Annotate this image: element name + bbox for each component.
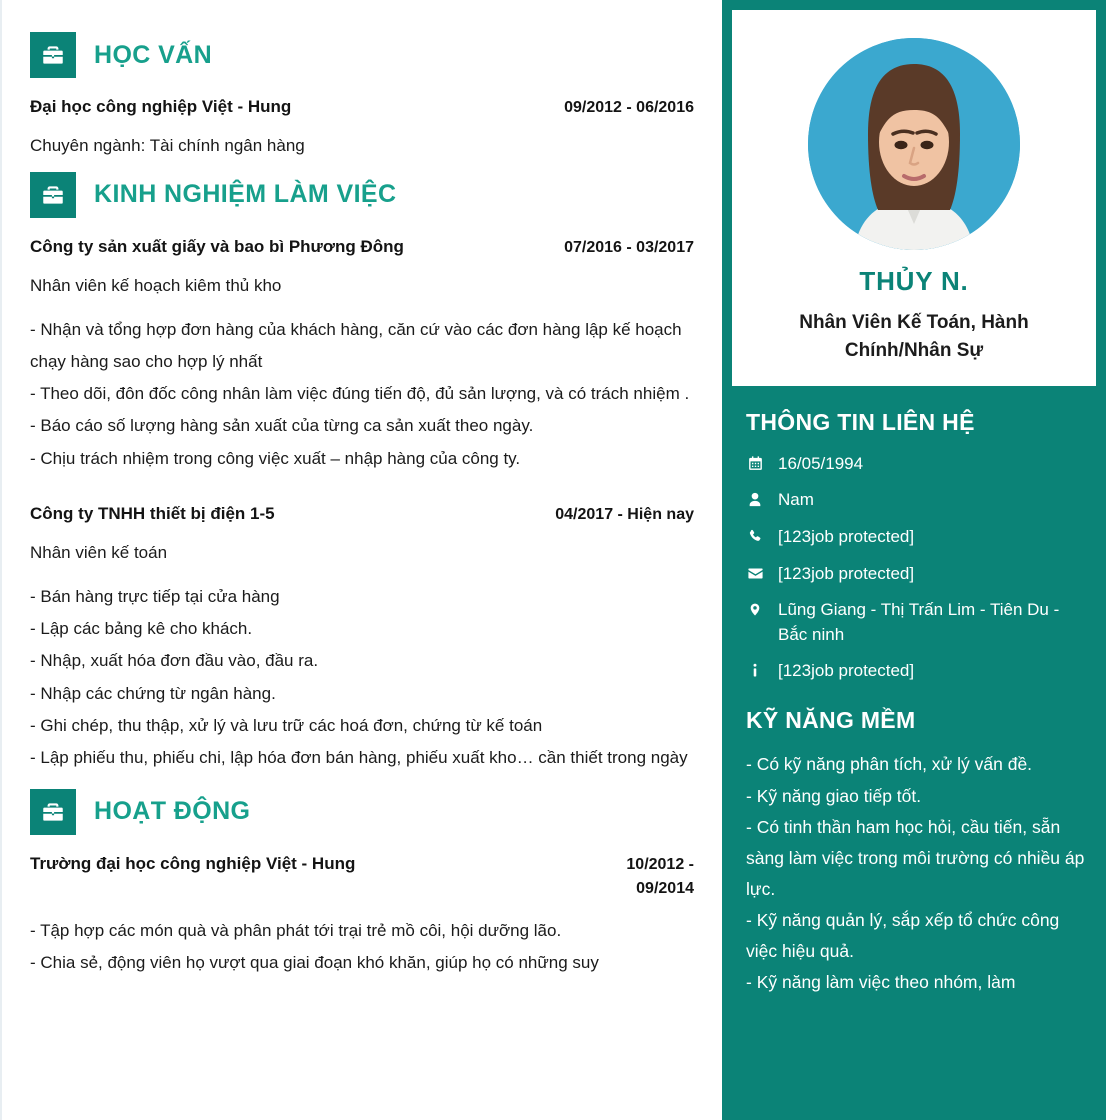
section-title: HỌC VẤN	[94, 40, 213, 69]
section-icon-box	[30, 789, 76, 835]
entry-header	[30, 853, 694, 901]
skill-item: - Kỹ năng quản lý, sắp xếp tổ chức công việc hiệu quả.	[746, 910, 1060, 962]
entry-date: 07/2016 - 03/2017	[564, 238, 694, 256]
bullet-item: - Báo cáo số lượng hàng sản xuất của từng ca sản xuất theo ngày.	[30, 416, 534, 436]
entry-title: Công ty sản xuất giấy và bao bì Phương Đông	[30, 236, 404, 256]
entry-header	[30, 503, 694, 527]
skill-item: - Kỹ năng giao tiếp tốt.	[746, 785, 922, 806]
skills-section	[732, 708, 1096, 998]
entry-spacer	[30, 481, 694, 503]
section-header	[30, 789, 694, 835]
map-pin-icon	[746, 598, 764, 618]
bullet-item: - Chia sẻ, động viên họ vượt qua giai đoạn khó khăn, giúp họ có những suy	[30, 952, 599, 972]
entry-subtitle: Chuyên ngành: Tài chính ngân hàng	[30, 136, 305, 155]
contact-value: [123job protected]	[778, 661, 915, 681]
bullet-item: - Nhập, xuất hóa đơn đầu vào, đầu ra.	[30, 651, 319, 671]
section-header	[30, 32, 694, 78]
bullet-item: - Nhập các chứng từ ngân hàng.	[30, 683, 276, 703]
cv-section	[30, 32, 694, 158]
bullet-item: - Theo dõi, đôn đốc công nhân làm việc đúng tiến độ, đủ sản lượng, và có trách nhiệm .	[30, 384, 690, 404]
bullet-item: - Lập phiếu thu, phiếu chi, lập hóa đơn bán hàng, phiếu xuất kho… cần thiết trong ngày	[30, 748, 688, 768]
contact-row	[746, 659, 1086, 684]
briefcase-icon	[40, 799, 66, 825]
entry-header	[30, 236, 694, 260]
contact-row	[746, 598, 1086, 647]
contact-row	[746, 452, 1086, 477]
skill-item: - Kỹ năng làm việc theo nhóm, làm	[746, 972, 1016, 993]
skills-section-title: KỸ NĂNG MỀM	[746, 707, 916, 734]
contact-value: [123job protected]	[778, 526, 915, 546]
bullet-item: - Bán hàng trực tiếp tại cửa hàng	[30, 586, 280, 606]
entry-bullets	[30, 915, 694, 980]
candidate-role: Nhân Viên Kế Toán, Hành Chính/Nhân Sự	[799, 312, 1029, 361]
entry-role: Nhân viên kế hoạch kiêm thủ kho	[30, 275, 282, 295]
entry-date: 04/2017 - Hiện nay	[555, 506, 694, 524]
entry-title: Đại học công nghiệp Việt - Hung	[30, 97, 292, 116]
section-title: HOẠT ĐỘNG	[94, 797, 251, 826]
contact-section-title: THÔNG TIN LIÊN HỆ	[746, 409, 975, 436]
contact-row	[746, 488, 1086, 513]
cv-section	[30, 172, 694, 775]
info-icon	[746, 659, 764, 679]
phone-icon	[746, 525, 764, 545]
bullet-item: - Chịu trách nhiệm trong công việc xuất – nhập hàng của công ty.	[30, 448, 521, 468]
person-icon	[746, 488, 764, 508]
entry-bullets	[30, 314, 694, 475]
entry-title: Trường đại học công nghiệp Việt - Hung	[30, 853, 356, 873]
contact-section	[732, 410, 1096, 684]
contact-value: Lũng Giang - Thị Trấn Lim - Tiên Du - Bắc ninh	[778, 600, 1060, 644]
section-icon-box	[30, 172, 76, 218]
contact-value: Nam	[778, 490, 814, 510]
entry-role: Nhân viên kế toán	[30, 543, 168, 563]
cv-sidebar	[722, 0, 1106, 1120]
section-header	[30, 172, 694, 218]
candidate-name: THỦY N.	[859, 266, 969, 296]
calendar-icon	[746, 452, 764, 472]
profile-card	[732, 10, 1096, 386]
contact-value: 16/05/1994	[778, 453, 864, 473]
avatar	[808, 38, 1020, 250]
contact-row	[746, 562, 1086, 587]
cv-section	[30, 789, 694, 980]
bullet-item: - Nhận và tổng hợp đơn hàng của khách hàng, căn cứ vào các đơn hàng lập kế hoạch chạy hàng sao cho hợp lý nhất	[30, 319, 682, 371]
contact-row	[746, 525, 1086, 550]
bullet-item: - Tập hợp các món quà và phân phát tới trại trẻ mồ côi, hội dưỡng lão.	[30, 920, 562, 940]
entry-header	[30, 96, 694, 120]
skill-item: - Có tinh thần ham học hỏi, cầu tiến, sẵn sàng làm việc trong môi trường có nhiều áp lực.	[746, 816, 1085, 899]
briefcase-icon	[40, 42, 66, 68]
section-title: KINH NGHIỆM LÀM VIỆC	[94, 180, 397, 209]
briefcase-icon	[40, 182, 66, 208]
contact-value: [123job protected]	[778, 563, 915, 583]
entry-bullets	[30, 581, 694, 775]
contact-list	[746, 452, 1086, 684]
entry-date: 10/2012 - 09/2014	[626, 855, 694, 897]
section-icon-box	[30, 32, 76, 78]
skills-list	[742, 749, 1086, 998]
envelope-icon	[746, 562, 764, 582]
bullet-item: - Ghi chép, thu thập, xử lý và lưu trữ các hoá đơn, chứng từ kế toán	[30, 716, 543, 736]
entry-title: Công ty TNHH thiết bị điện 1-5	[30, 504, 275, 524]
entry-date: 09/2012 - 06/2016	[564, 99, 694, 116]
bullet-item: - Lập các bảng kê cho khách.	[30, 619, 253, 639]
skill-item: - Có kỹ năng phân tích, xử lý vấn đề.	[746, 754, 1033, 775]
